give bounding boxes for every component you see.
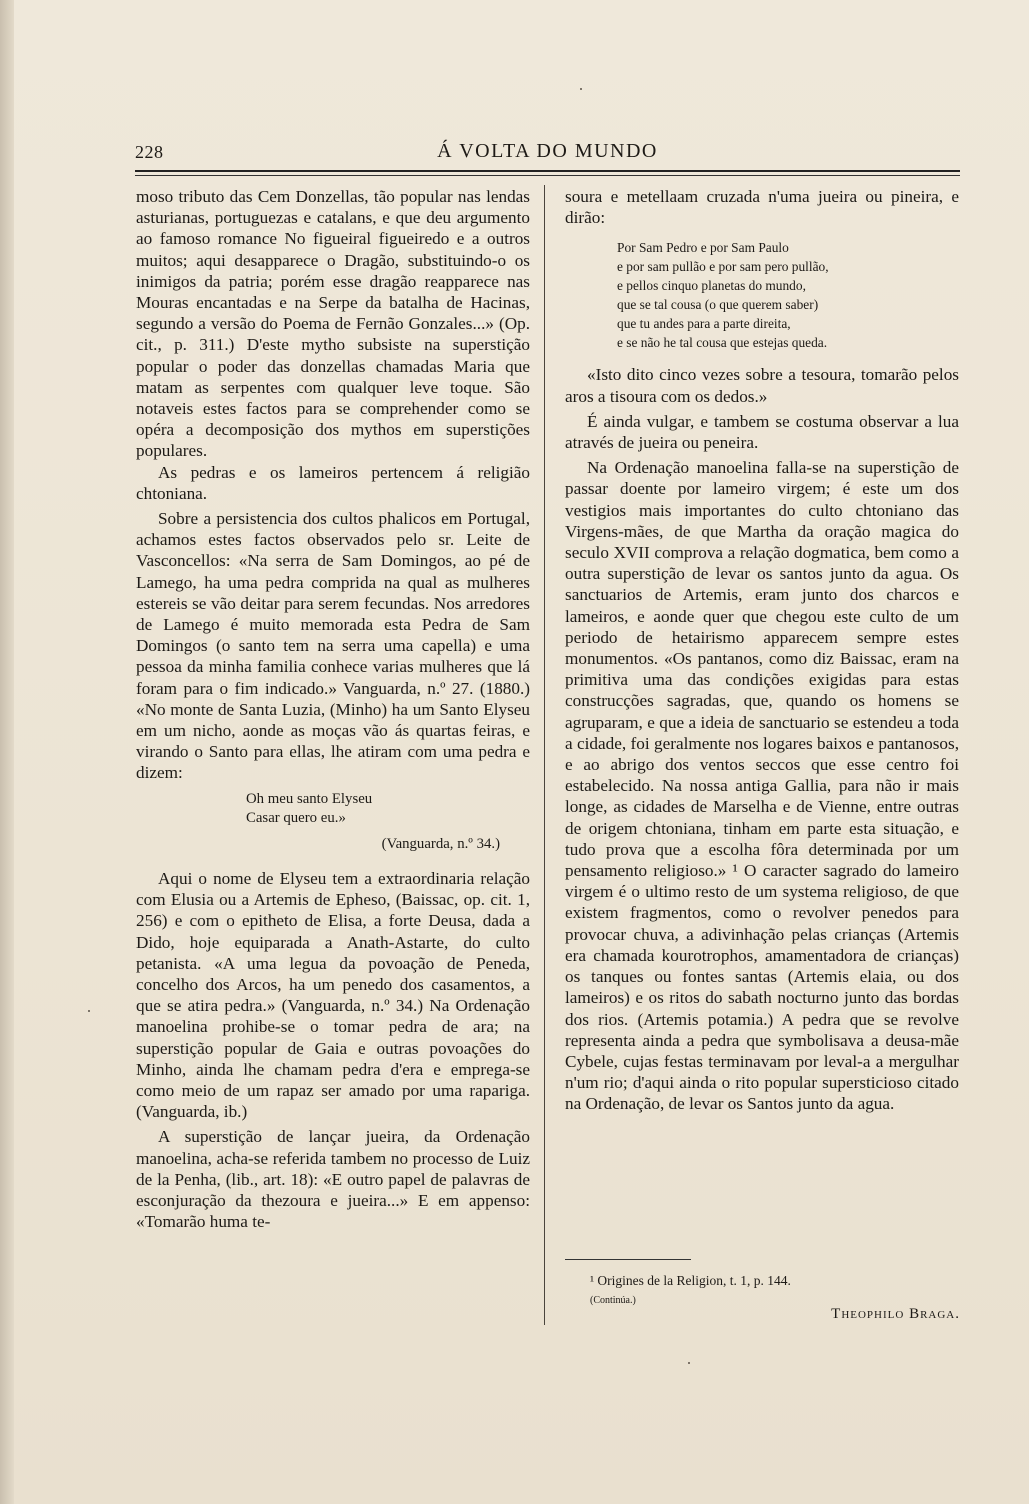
right-paragraph-2: «Isto dito cinco vezes sobre a tesoura, tomarão pelos aros a tisoura com os dedos.» xyxy=(565,365,959,406)
footnote-rule xyxy=(565,1259,691,1260)
header-rule-thick xyxy=(135,170,960,172)
right-verse-line: que tu andes para a parte direita, xyxy=(617,316,791,332)
author-signature: Theophilo Braga. xyxy=(831,1306,960,1322)
right-paragraph-1: soura e metellaam cruzada n'uma jueira ou pineira, e dirão: xyxy=(565,187,959,228)
left-verse xyxy=(136,790,530,854)
right-paragraph-4: Na Ordenação manoelina falla-se na superstição de passar doente por lameiro virgem; é este um dos vestigios mais importantes do culto chtoniano das Virgens-mães, de que Martha da oração magica do seculo XVII comprova a relação dogmatica, bem como a outra superstição de levar os santos junto da agua. Os sanctuarios de Artemis, eram junto dos charcos e lameiros, e aonde quer que chegou este culto de um periodo de hetairismo apparecem sempre estes monumentos. «Os pantanos, como diz Baissac, eram na primitiva uma das condições exigidas para estas construcções sagradas, que, quando os homens se agruparam, e que a ideia de sanctuario se estendeu a toda a cidade, foi geralmente nos logares baixos e pantanosos, e ao abrigo dos ventos seccos que esse centro foi estabelecido. Na nossa antiga Gallia, para não ir mais longe, as cidades de Marselha e de Vienne, entre outras de origem chtoniana, tinham em parte esta situação, e tudo prova que a escolha fôra determinada por um pensamento religioso.» ¹ O caracter sagrado do lameiro virgem é o ultimo resto de um systema religioso, de que existem fragmentos, como o revolver penedos para provocar chuva, a adivinhação pelas crianças (Artemis era chamada kourotrophos, amamentadora de crianças) os tanques ou fontes santas (Artemis elaia, ou dos lameiros) e os ritos do sabath nocturno junto das bordas dos rios. (Artemis potamia.) A pedra que se revolve representa ainda a pedra que symbolisava a deusa-mãe Cybele, cujas festas terminavam por leval-a a mergulhar n'um rio; d'aqui ainda o rito popular supersticioso citado na Ordenação, de levar os Santos junto da agua. xyxy=(565,458,959,1114)
binding-shadow xyxy=(0,0,14,1504)
footnote xyxy=(590,1272,950,1310)
left-verse-source: (Vanguarda, n.º 34.) xyxy=(381,835,500,852)
paper-speck xyxy=(688,1362,690,1364)
right-paragraph-3: É ainda vulgar, e tambem se costuma observar a lua através de jueira ou peneira. xyxy=(565,411,959,453)
right-verse-line: que se tal cousa (o que querem saber) xyxy=(617,297,819,313)
left-verse-line: Oh meu santo Elyseu xyxy=(246,790,373,807)
page-header xyxy=(135,140,960,166)
right-verse-line: e pellos cinquo planetas do mundo, xyxy=(617,278,806,294)
right-verse-line: Por Sam Pedro e por Sam Paulo xyxy=(617,240,789,256)
left-column xyxy=(136,186,530,1232)
right-column xyxy=(565,186,959,1115)
right-verse xyxy=(565,238,959,352)
paper-speck xyxy=(580,88,582,90)
continua-note: (Continúa.) xyxy=(590,1295,636,1306)
left-paragraph-1: moso tributo das Cem Donzellas, tão popular nas lendas asturianas, portuguezas e catalans, e que deu argumento ao famoso romance No figueiral figueiredo e a outros muitos; aqui desapparece o Dragão, substituindo-o os inimigos da patria; porém esse dragão reapparece nas Mouras encantadas e na Serpe da batalha de Hacinas, segundo a versão do Poema de Fernão Gonzales...» (Op. cit., p. 311.) D'este mytho subsiste na superstição popular o poder das donzellas chamadas Maria que matam as serpentes com qualquer leve toque. São notaveis estes factos para se comprehender como se opéra a decomposição dos mythos em superstições populares. xyxy=(136,187,530,461)
header-rule-thin xyxy=(135,175,960,176)
footnote-text: ¹ Origines de la Religion, t. 1, p. 144. xyxy=(590,1273,791,1288)
left-paragraph-3: Sobre a persistencia dos cultos phalicos em Portugal, achamos estes factos observados pelo sr. Leite de Vasconcellos: «Na serra de Sam Domingos, ao pé de Lamego, ha uma pedra comprida na qual as mulheres estereis se vão deitar para serem fecundas. Nos arredores de Lamego é muito memorada esta Pedra de Sam Domingos (o santo tem na serra uma capella) e uma pessoa da minha familia conhece varias mulheres que lá foram para o fim indicado.» Vanguarda, n.º 27. (1880.) «No monte de Santa Luzia, (Minho) ha um Santo Elyseu em um nicho, aonde as moças vão ás quartas feiras, e virando o Santo para ellas, lhe atiram com uma pedra e dizem: xyxy=(136,509,530,783)
right-verse-line: e por sam pullão e por sam pero pullão, xyxy=(617,259,829,275)
left-paragraph-2: As pedras e os lameiros pertencem á religião chtoniana. xyxy=(136,462,530,503)
column-divider xyxy=(544,185,545,1325)
running-title: Á VOLTA DO MUNDO xyxy=(437,140,658,162)
left-paragraph-4: Aqui o nome de Elyseu tem a extraordinaria relação com Elusia ou a Artemis de Epheso, (Baissac, op. cit. 1, 256) e com o epitheto de Elisa, a forte Deusa, dada a Dido, hoje equiparada a Anath-Astarte, do culto petanista. «A uma legua da povoação de Peneda, concelho dos Arcos, ha um penedo dos casamentos, a que se atira pedra.» (Vanguarda, n.º 34.) Na Ordenação manoelina prohibe-se o tomar pedra de ara; na superstição popular de Gaia e outras povoações do Minho, ainda lhe chamam pedra d'era e emprega-se como meio de um rapaz ser amado por uma rapariga. (Vanguarda, ib.) xyxy=(136,868,530,1122)
left-verse-line: Casar quero eu.» xyxy=(246,810,346,827)
paper-speck xyxy=(88,1010,90,1012)
right-verse-line: e se não he tal cousa que estejas queda. xyxy=(617,335,828,351)
left-paragraph-5: A superstição de lançar jueira, da Ordenação manoelina, acha-se referida tambem no processo de Luiz de la Penha, (lib., art. 18): «E outro papel de palavras de esconjuração da thezoura e jueira...» E em appenso: «Tomarão huma te- xyxy=(136,1127,530,1232)
page-number: 228 xyxy=(135,142,164,162)
